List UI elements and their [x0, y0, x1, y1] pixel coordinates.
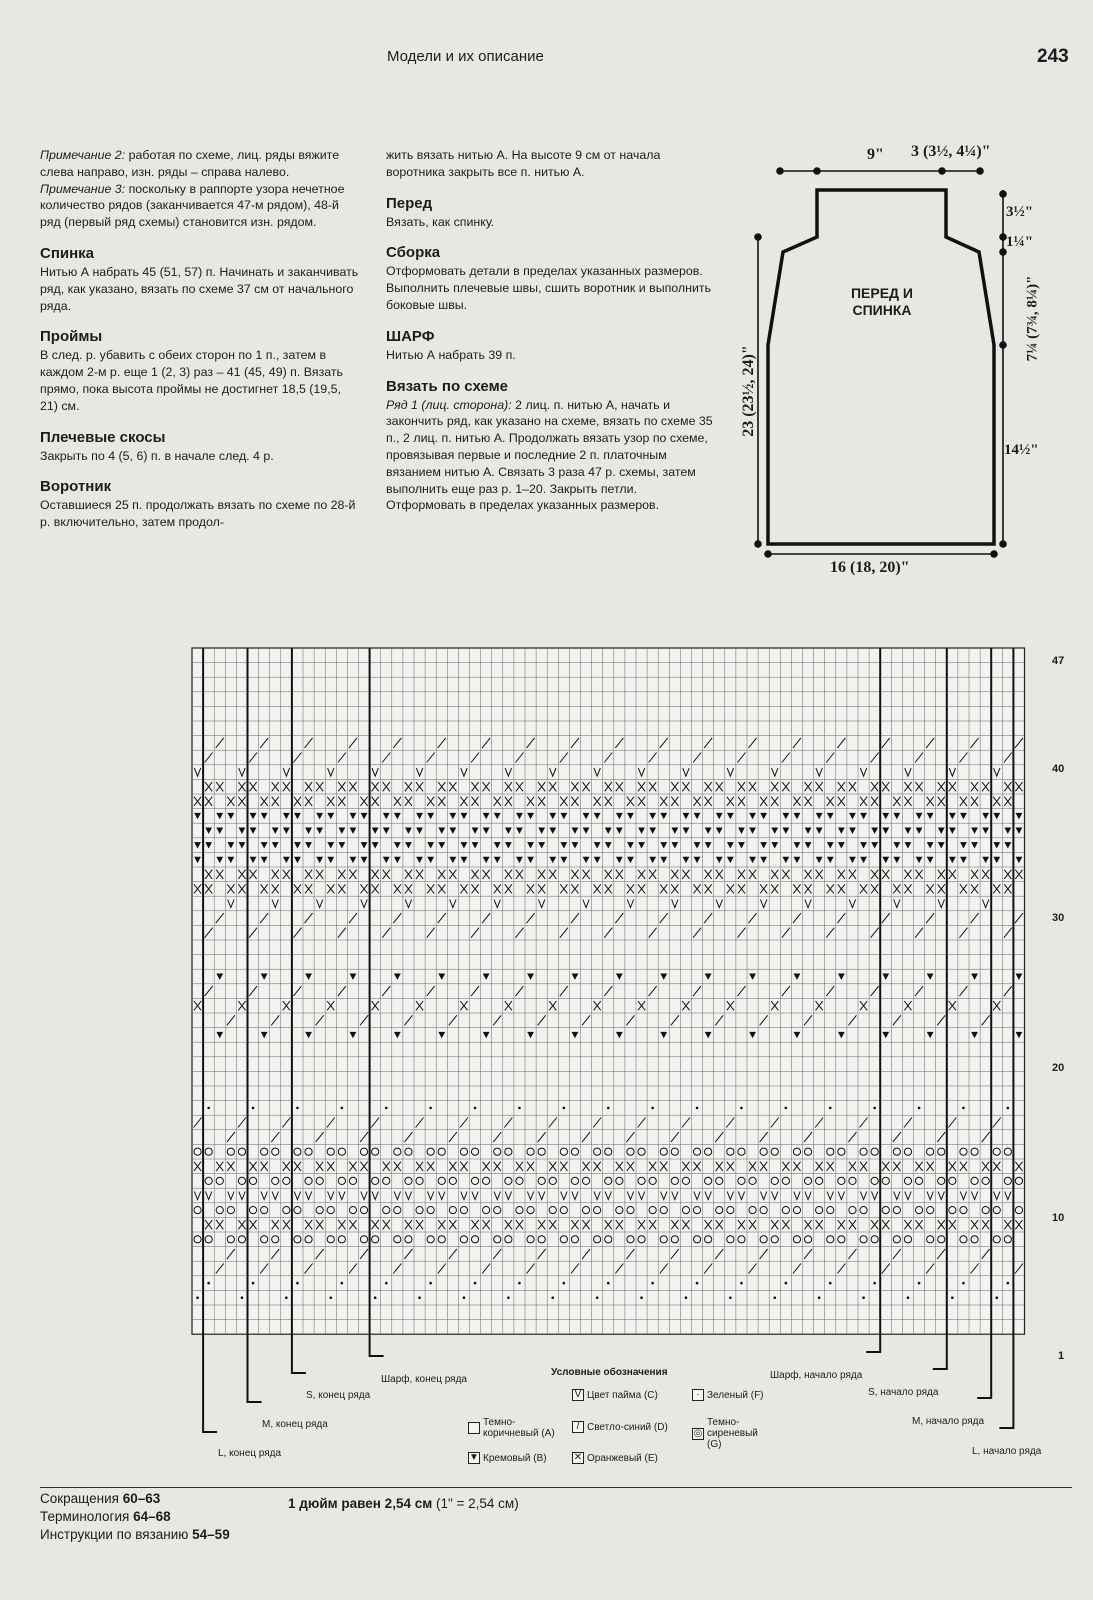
footer-instr-label: Инструкции по вязанию [40, 1527, 189, 1542]
legend-title: Условные обозначения [551, 1367, 668, 1378]
section-text-armholes: В след. р. убавить с обеих сторон по 1 п., затем в каждом 2-м р. еще 1 (2, 3) раз – 41 (45, 49) п. Вязать прямо, пока высота проймы не достигнет 18,5 (19,5, 21) см. [40, 348, 344, 413]
footer-instr-pages: 54–59 [192, 1527, 230, 1542]
section-back [40, 244, 362, 314]
legend-label-f: Зеленый (F) [707, 1389, 764, 1401]
legend-item-g [692, 1417, 769, 1450]
knitting-chart [180, 640, 1060, 1450]
footer-instr [40, 1526, 230, 1544]
body-label-line2: СПИНКА [852, 302, 912, 318]
triangle-stitch-icon: ▼ [469, 1452, 479, 1463]
section-text-collar: Оставшиеся 25 п. продолжать вязать по схеме по 28-й р. включительно, затем продол- [40, 498, 356, 530]
running-head: Модели и их описание [387, 48, 544, 65]
legend-item-b [468, 1452, 547, 1464]
body-label-line1: ПЕРЕД И [850, 285, 913, 301]
schematic-body-label [826, 285, 938, 319]
dim-bottom-width: 16 (18, 20)" [830, 559, 910, 576]
legend-label-c: Цвет пайма (С) [587, 1389, 658, 1401]
section-title-back: Спинка [40, 244, 95, 262]
label-l-start: L, начало ряда [972, 1446, 1042, 1457]
section-collar [40, 477, 362, 531]
footer-rule [40, 1487, 1072, 1488]
legend-item-c [572, 1389, 658, 1401]
label-scarf-end: Шарф, конец ряда [381, 1374, 467, 1385]
legend-item-f [692, 1389, 764, 1401]
legend-label-a: Темно-коричневый (A) [483, 1417, 555, 1439]
garment-schematic [740, 140, 1080, 610]
section-text-assembly: Отформовать детали в пределах указанных размеров. Выполнить плечевые швы, сшить воротник и выполнить боковые швы. [386, 264, 712, 312]
row1-label: Ряд 1 (лиц. сторона): [386, 397, 512, 412]
text-column-left [40, 147, 362, 531]
label-m-end: M, конец ряда [262, 1419, 328, 1430]
v-stitch-icon: V [572, 1389, 584, 1401]
footer-inch-text: (1" = 2,54 см) [432, 1496, 519, 1511]
label-s-end: S, конец ряда [306, 1390, 371, 1401]
section-title-scarf: ШАРФ [386, 327, 435, 345]
legend-label-d: Светло-синий (D) [587, 1421, 668, 1433]
footer-term [40, 1508, 230, 1526]
section-title-shoulders: Плечевые скосы [40, 428, 166, 446]
section-scarf [386, 327, 718, 364]
footer-term-pages: 64–68 [133, 1509, 171, 1524]
footer-inch-note [288, 1496, 519, 1511]
empty-stitch-icon [468, 1422, 480, 1434]
section-text-scarf: Нитью А набрать 39 п. [386, 347, 516, 362]
section-text-chart [386, 397, 718, 515]
dot-stitch-icon: · [692, 1389, 704, 1401]
label-l-end: L, конец ряда [218, 1448, 282, 1459]
section-assembly [386, 243, 718, 313]
section-title-front: Перед [386, 194, 433, 212]
section-title-chart: Вязать по схеме [386, 377, 509, 395]
dim-top-right: 3 (3½, 4¼)" [911, 143, 991, 160]
notes-paragraph [40, 147, 362, 231]
collar-continued-text: жить вязать нитью А. На высоте 9 см от начала воротника закрыть все п. нитью А. [386, 148, 661, 179]
dim-left-height: 23 (23½, 24)" [740, 345, 757, 437]
section-title-collar: Воротник [40, 478, 112, 496]
section-front [386, 194, 718, 231]
label-m-start: M, начало ряда [912, 1416, 985, 1427]
note3-label: Примечание 3: [40, 181, 126, 196]
text-column-middle [386, 147, 718, 514]
section-title-assembly: Сборка [386, 244, 441, 262]
dim-right-4: 14½" [1004, 442, 1039, 458]
section-chart-instructions [386, 377, 718, 515]
section-text-front: Вязать, как спинку. [386, 214, 495, 229]
dim-right-1: 3½" [1006, 204, 1034, 220]
row1-text: 2 лиц. п. нитью А, начать и закончить ряд, как указано на схеме, вязать по схеме 35 п., 2 лиц. п. нитью А. Продолжать вязать узор по схеме, провязывая первые и последние 2 п. платочным вязанием нитью А. Связать 3 раза 47 р. схемы, затем выполнить еще раз р. 1–20. Закрыть петли. Отформовать в пределах указанных размеров. [386, 397, 713, 513]
label-s-start: S, начало ряда [868, 1387, 939, 1398]
footer-term-label: Терминология [40, 1509, 130, 1524]
section-text-shoulders: Закрыть по 4 (5, 6) п. в начале след. 4 р. [40, 448, 274, 463]
note2-label: Примечание 2: [40, 148, 126, 162]
footer-abbr-label: Сокращения [40, 1491, 119, 1506]
legend-label-e: Оранжевый (E) [587, 1452, 658, 1464]
section-text-back: Нитью А набрать 45 (51, 57) п. Начинать и заканчивать ряд, как указано, вязать по схеме 37 см от начального ряда. [40, 264, 359, 313]
dim-right-3: 7¼ (7¾, 8¼)" [1024, 275, 1041, 362]
legend-item-a [468, 1417, 555, 1439]
row-number-1: 1 [1058, 1350, 1065, 1362]
row-number-20: 20 [1052, 1062, 1065, 1074]
footer-abbr-pages: 60–63 [122, 1491, 161, 1506]
note2-text: работая по схеме, лиц. ряды вяжите слева направо, изн. ряды – справа налево. [40, 148, 340, 179]
row-number-47: 47 [1052, 655, 1065, 667]
footer-inch-bold: 1 дюйм равен 2,54 см [288, 1496, 433, 1511]
section-title-armholes: Проймы [40, 328, 103, 346]
footer-links [40, 1490, 230, 1544]
legend-label-b: Кремовый (B) [483, 1452, 547, 1464]
dim-top-left: 9" [867, 146, 884, 163]
label-scarf-start: Шарф, начало ряда [770, 1370, 863, 1381]
legend-label-g: Темно-сиреневый (G) [707, 1417, 758, 1450]
cross-stitch-icon: ✕ [573, 1452, 583, 1463]
footer-abbr [40, 1490, 230, 1508]
note3-text: поскольку в раппорте узора нечетное количество рядов (заканчивается 47-м рядом), 48-й ряд (первый ряд схемы) становится изн. рядом. [40, 181, 345, 230]
dim-right-2: 1¼" [1006, 234, 1034, 250]
legend-item-d [572, 1421, 668, 1433]
legend-item-e [572, 1452, 658, 1464]
page-number: 243 [1037, 46, 1069, 67]
slash-stitch-icon: / [572, 1421, 584, 1433]
section-shoulders [40, 428, 362, 465]
row-number-10: 10 [1052, 1212, 1065, 1224]
section-armholes [40, 327, 362, 414]
row-number-40: 40 [1052, 763, 1065, 775]
ring-stitch-icon: ◎ [693, 1427, 703, 1439]
row-number-30: 30 [1052, 912, 1065, 924]
